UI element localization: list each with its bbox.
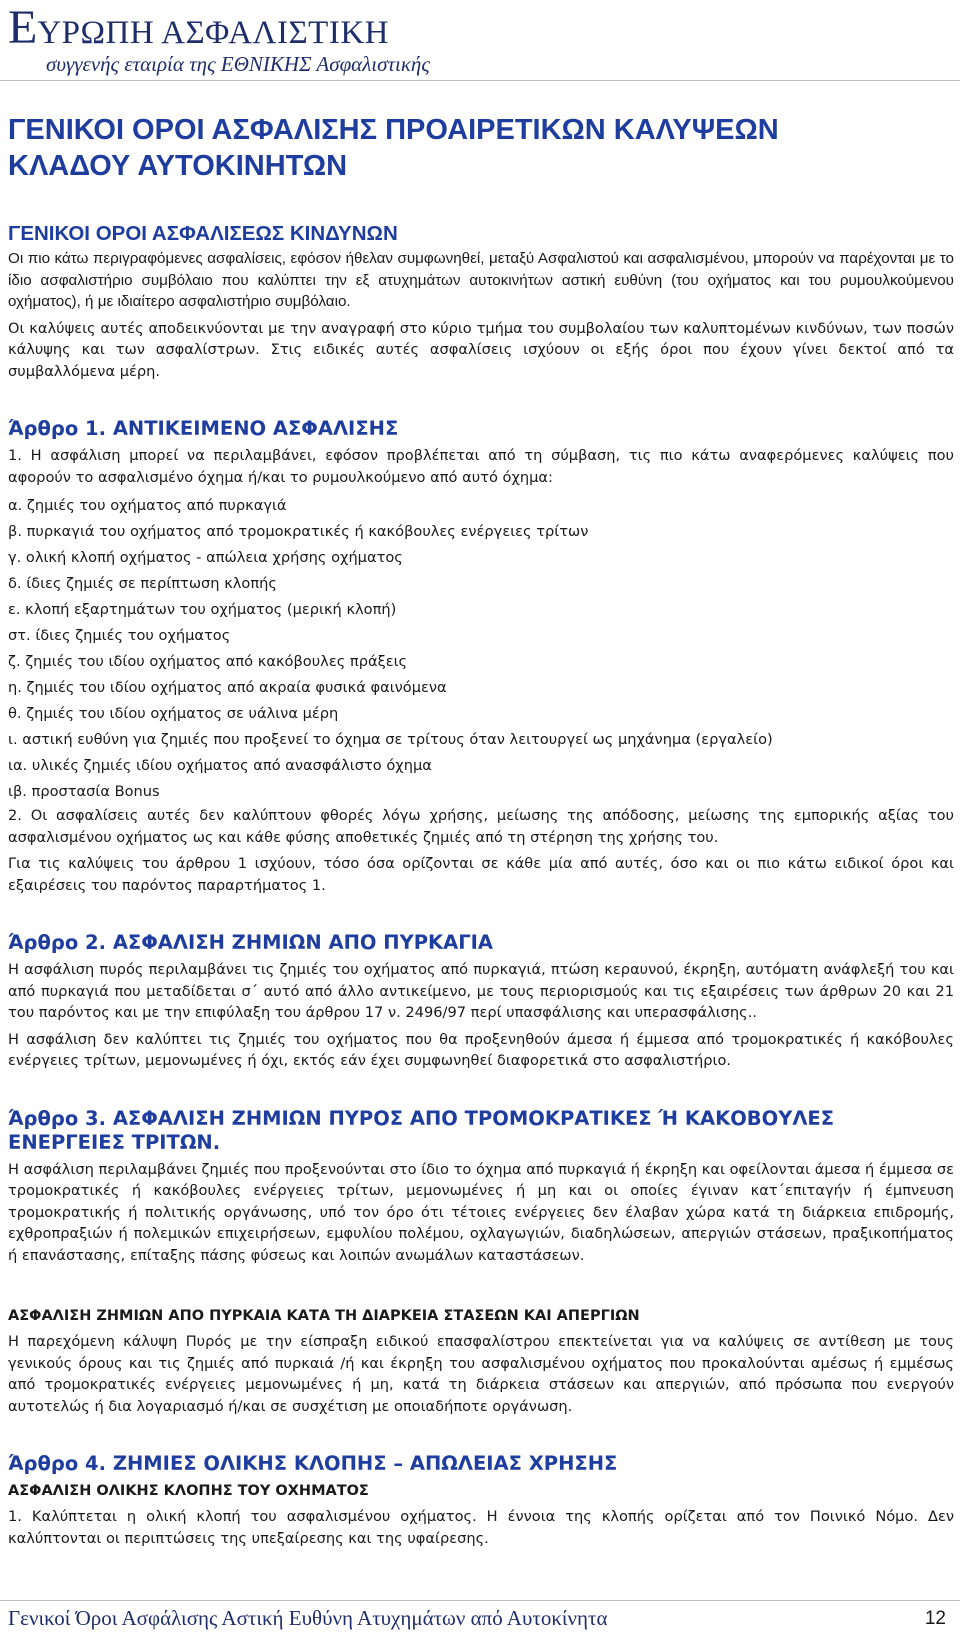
list-item: ζ. ζημιές του ιδίου οχήματος από κακόβουλες πράξεις — [8, 653, 408, 670]
paragraph: Για τις καλύψεις του άρθρου 1 ισχύουν, τόσο όσα ορίζονται σε κάθε μία από αυτές, όσο και οι πιο κάτω ειδικοί όροι και εξαιρέσεις του παρόντος παραρτήματος 1. — [8, 855, 954, 894]
article-3 — [8, 1107, 954, 1418]
footer-divider — [0, 1600, 960, 1601]
article-title: ΑΝΤΙΚΕΙΜΕΝΟ ΑΣΦΑΛΙΣΗΣ — [106, 417, 399, 440]
brand-word: ΥΡΩΠΗ — [37, 15, 155, 51]
list-item: η. ζημιές του ιδίου οχήματος από ακραία φυσικά φαινόμενα — [8, 679, 447, 696]
page-footer — [8, 1606, 952, 1631]
paragraph: 1. Καλύπτεται η ολική κλοπή του ασφαλισμένου οχήματος. Η έννοια της κλοπής ορίζεται από τον Ποινικό Νόμο. Δεν καλύπτονται οι περιπτώσεις της υπεξαίρεσης και της υφαίρεσης. — [8, 1508, 954, 1547]
company-subtitle: συγγενής εταιρία της ΕΘΝΙΚΗΣ Ασφαλιστικής — [46, 52, 430, 76]
list-item: ια. υλικές ζημιές ιδίου οχήματος από ανασφάλιστο όχημα — [8, 757, 432, 774]
page-header — [8, 1, 952, 77]
article-1 — [8, 417, 954, 896]
list-item: ι. αστική ευθύνη για ζημιές που προξενεί το όχημα σε τρίτους όταν λειτουργεί ως μηχάνημα (εργαλείο) — [8, 731, 773, 748]
sub-heading: ΑΣΦΑΛΙΣΗ ΖΗΜΙΩΝ ΑΠΟ ΠΥΡΚΑΙΑ ΚΑΤΑ ΤΗ ΔΙΑΡΚΕΙΑ ΣΤΑΣΕΩΝ ΚΑΙ ΑΠΕΡΓΙΩΝ — [8, 1308, 640, 1324]
list-item: στ. ίδιες ζημιές του οχήματος — [8, 627, 231, 644]
list-item: β. πυρκαγιά του οχήματος από τρομοκρατικές ή κακόβουλες ενέργειες τρίτων — [8, 523, 589, 540]
paragraph: Η παρεχόμενη κάλυψη Πυρός με την είσπραξη ειδικού επασφαλίστρου επεκτείνεται για να καλύψεις σε αντίθεση με τους γενικούς όρους και τις ζημιές από πυρκαιά /ή και έκρηξη του ασφαλισμένου οχήματος που προκαλούνται αμέσως ή εμμέσως από τρομοκρατικές ενέργειες μεμονωμένες ή μη, κατά τη διάρκεια στάσεων και απεργιών, από πρόσωπα που ενεργούν αυτοτελώς ή δια λογαριασμό ή/και σε συσχέτιση με οποιαδήποτε οργάνωση. — [8, 1333, 954, 1415]
list-item: α. ζημιές του οχήματος από πυρκαγιά — [8, 497, 287, 514]
article-4 — [8, 1452, 954, 1549]
section-heading: ΓΕΝΙΚΟΙ ΟΡΟΙ ΑΣΦΑΛΙΣΕΩΣ ΚΙΝΔΥΝΩΝ — [8, 222, 398, 245]
coverage-list — [8, 493, 954, 805]
list-item: ιβ. προστασία Bonus — [8, 783, 160, 800]
company-logo — [8, 1, 952, 54]
paragraph: 2. Οι ασφαλίσεις αυτές δεν καλύπτουν φθορές λόγω χρήσης, μείωσης της απόδοσης, μείωσης της εμπορικής αξίας του ασφαλισμένου οχήματος ως και κάθε φύσης αποθετικές ζημιές από τη στέρηση της χρήσης του. — [8, 807, 954, 846]
paragraph: Η ασφάλιση πυρός περιλαμβάνει τις ζημιές του οχήματος από πυρκαγιά, πτώση κεραυνού, έκρηξη, αυτόματη ανάφλεξή του και από πυρκαγιά που μεταδίδεται σ΄ αυτό από άλλο αντικείμενο, με τους περιορισμούς και τις εξαιρέσεις των άρθρων 20 και 21 του παρόντος και με την επιφύλαξη του άρθρου 17 ν. 2496/97 περί υπασφάλισης και υπερασφάλισης.. — [8, 961, 954, 1021]
article-label: Άρθρο 1. — [8, 417, 107, 440]
paragraph: Η ασφάλιση περιλαμβάνει ζημιές που προξενούνται στο ίδιο το όχημα από πυρκαγιά ή έκρηξη και οφείλονται άμεσα ή έμμεσα σε τρομοκρατικές ή κακόβουλες ενέργειες τρίτων, μεμονωμένες ή μη και οι οποίες έγιναν κατ΄επιταγήν ή έμπνευση τρομοκρατικής ή πολιτικής οργάνωσης, υπό τον όρο ότι τέτοιες ενέργειες δεν έλαβαν χώρα κατά τη διάρκεια επιδρομής, εχθροπραξιών ή πολεμικών επιχειρήσεων, εμφυλίου πολέμου, οχλαγωγιών, διαδηλώσεων, απεργιών στάσεων, πραξικοπήματος ή επανάστασης, επίταξης πάσης φύσεως και λοιπών ανωμάλων καταστάσεων. — [8, 1160, 954, 1264]
list-item: γ. ολική κλοπή οχήματος - απώλεια χρήσης οχήματος — [8, 549, 403, 566]
brand-initial: Ε — [8, 1, 38, 54]
paragraph: Οι καλύψεις αυτές αποδεικνύονται με την αναγραφή στο κύριο τμήμα του συμβολαίου των καλυπτομένων κινδύνων, των ποσών κάλυψης και των ασφαλίστρων. Στις ειδικές αυτές ασφαλίσεις ισχύουν οι εξής όροι που έχουν γίνει δεκτοί από τα συμβαλλόμενα μέρη. — [8, 319, 954, 380]
article-title: ΖΗΜΙΕΣ ΟΛΙΚΗΣ ΚΛΟΠΗΣ – ΑΠΩΛΕΙΑΣ ΧΡΗΣΗΣ — [106, 1452, 618, 1475]
document-title — [8, 112, 954, 184]
list-item: θ. ζημιές του ιδίου οχήματος σε υάλινα μέρη — [8, 705, 339, 722]
list-item: δ. ίδιες ζημιές σε περίπτωση κλοπής — [8, 575, 277, 592]
article-title-line1: ΑΣΦΑΛΙΣΗ ΖΗΜΙΩΝ ΠΥΡΟΣ ΑΠΟ ΤΡΟΜΟΚΡΑΤΙΚΕΣ Ή ΚΑΚΟΒΟΥΛΕΣ — [106, 1106, 835, 1130]
article-title: ΑΣΦΑΛΙΣΗ ΖΗΜΙΩΝ ΑΠΟ ΠΥΡΚΑΓΙΑ — [106, 931, 493, 954]
header-divider — [0, 80, 960, 81]
article-label: Άρθρο 3. — [8, 1106, 107, 1130]
paragraph: Οι πιο κάτω περιγραφόμενες ασφαλίσεις, εφόσον ήθελαν συμφωνηθεί, μεταξύ Ασφαλιστού και ασφαλισμένου, μπορούν να παρέχονται με το ίδιο ασφαλιστήριο συμβόλαιο που καλύπτει την εξ ατυχημάτων αυτοκινήτων αστική ευθύνη (του οχήματος και του ρυμουλκούμενου οχήματος), ή με ιδιαίτερο ασφαλιστήριο συμβόλαιο. — [8, 250, 954, 310]
article-heading — [8, 417, 954, 441]
brand-word-2: ΑΣΦΑΛΙΣΤΙΚΗ — [154, 15, 389, 51]
article-label: Άρθρο 4. — [8, 1452, 107, 1475]
article-heading — [8, 1452, 954, 1476]
article-2 — [8, 931, 954, 1072]
sub-heading: ΑΣΦΑΛΙΣΗ ΟΛΙΚΗΣ ΚΛΟΠΗΣ ΤΟΥ ΟΧΗΜΑΤΟΣ — [8, 1483, 369, 1499]
document-title-line1: ΓΕΝΙΚΟΙ ΟΡΟΙ ΑΣΦΑΛΙΣΗΣ ΠΡΟΑΙΡΕΤΙΚΩΝ ΚΑΛΥΨΕΩΝ — [8, 114, 779, 146]
paragraph: 1. Η ασφάλιση μπορεί να περιλαμβάνει, εφόσον προβλέπεται από τη σύμβαση, τις πιο κάτω αναφερόμενες καλύψεις που αφορούν το ασφαλισμένο όχημα ή/και το ρυμουλκούμενο από αυτό όχημα: — [8, 447, 954, 486]
article-label: Άρθρο 2. — [8, 931, 107, 954]
page-number: 12 — [924, 1608, 946, 1629]
section-general — [8, 222, 954, 382]
document-title-line2: ΚΛΑΔΟΥ ΑΥΤΟΚΙΝΗΤΩΝ — [8, 150, 348, 182]
paragraph: Η ασφάλιση δεν καλύπτει τις ζημιές του οχήματος που θα προξενηθούν άμεσα ή έμμεσα από τρομοκρατικές ή κακόβουλες ενέργειες τρίτων, μεμονωμένες ή όχι, εκτός εάν έχει συμφωνηθεί διαφορετικά στο ασφαλιστήριο. — [8, 1030, 954, 1069]
article-heading — [8, 931, 954, 955]
article-heading — [8, 1107, 954, 1155]
footer-text: Γενικοί Όροι Ασφάλισης Αστική Ευθύνη Ατυχημάτων από Αυτοκίνητα — [8, 1606, 608, 1630]
list-item: ε. κλοπή εξαρτημάτων του οχήματος (μερική κλοπή) — [8, 601, 397, 618]
document-body — [8, 112, 954, 1554]
article-title-line2: ΕΝΕΡΓΕΙΕΣ ΤΡΙΤΩΝ. — [8, 1130, 221, 1154]
